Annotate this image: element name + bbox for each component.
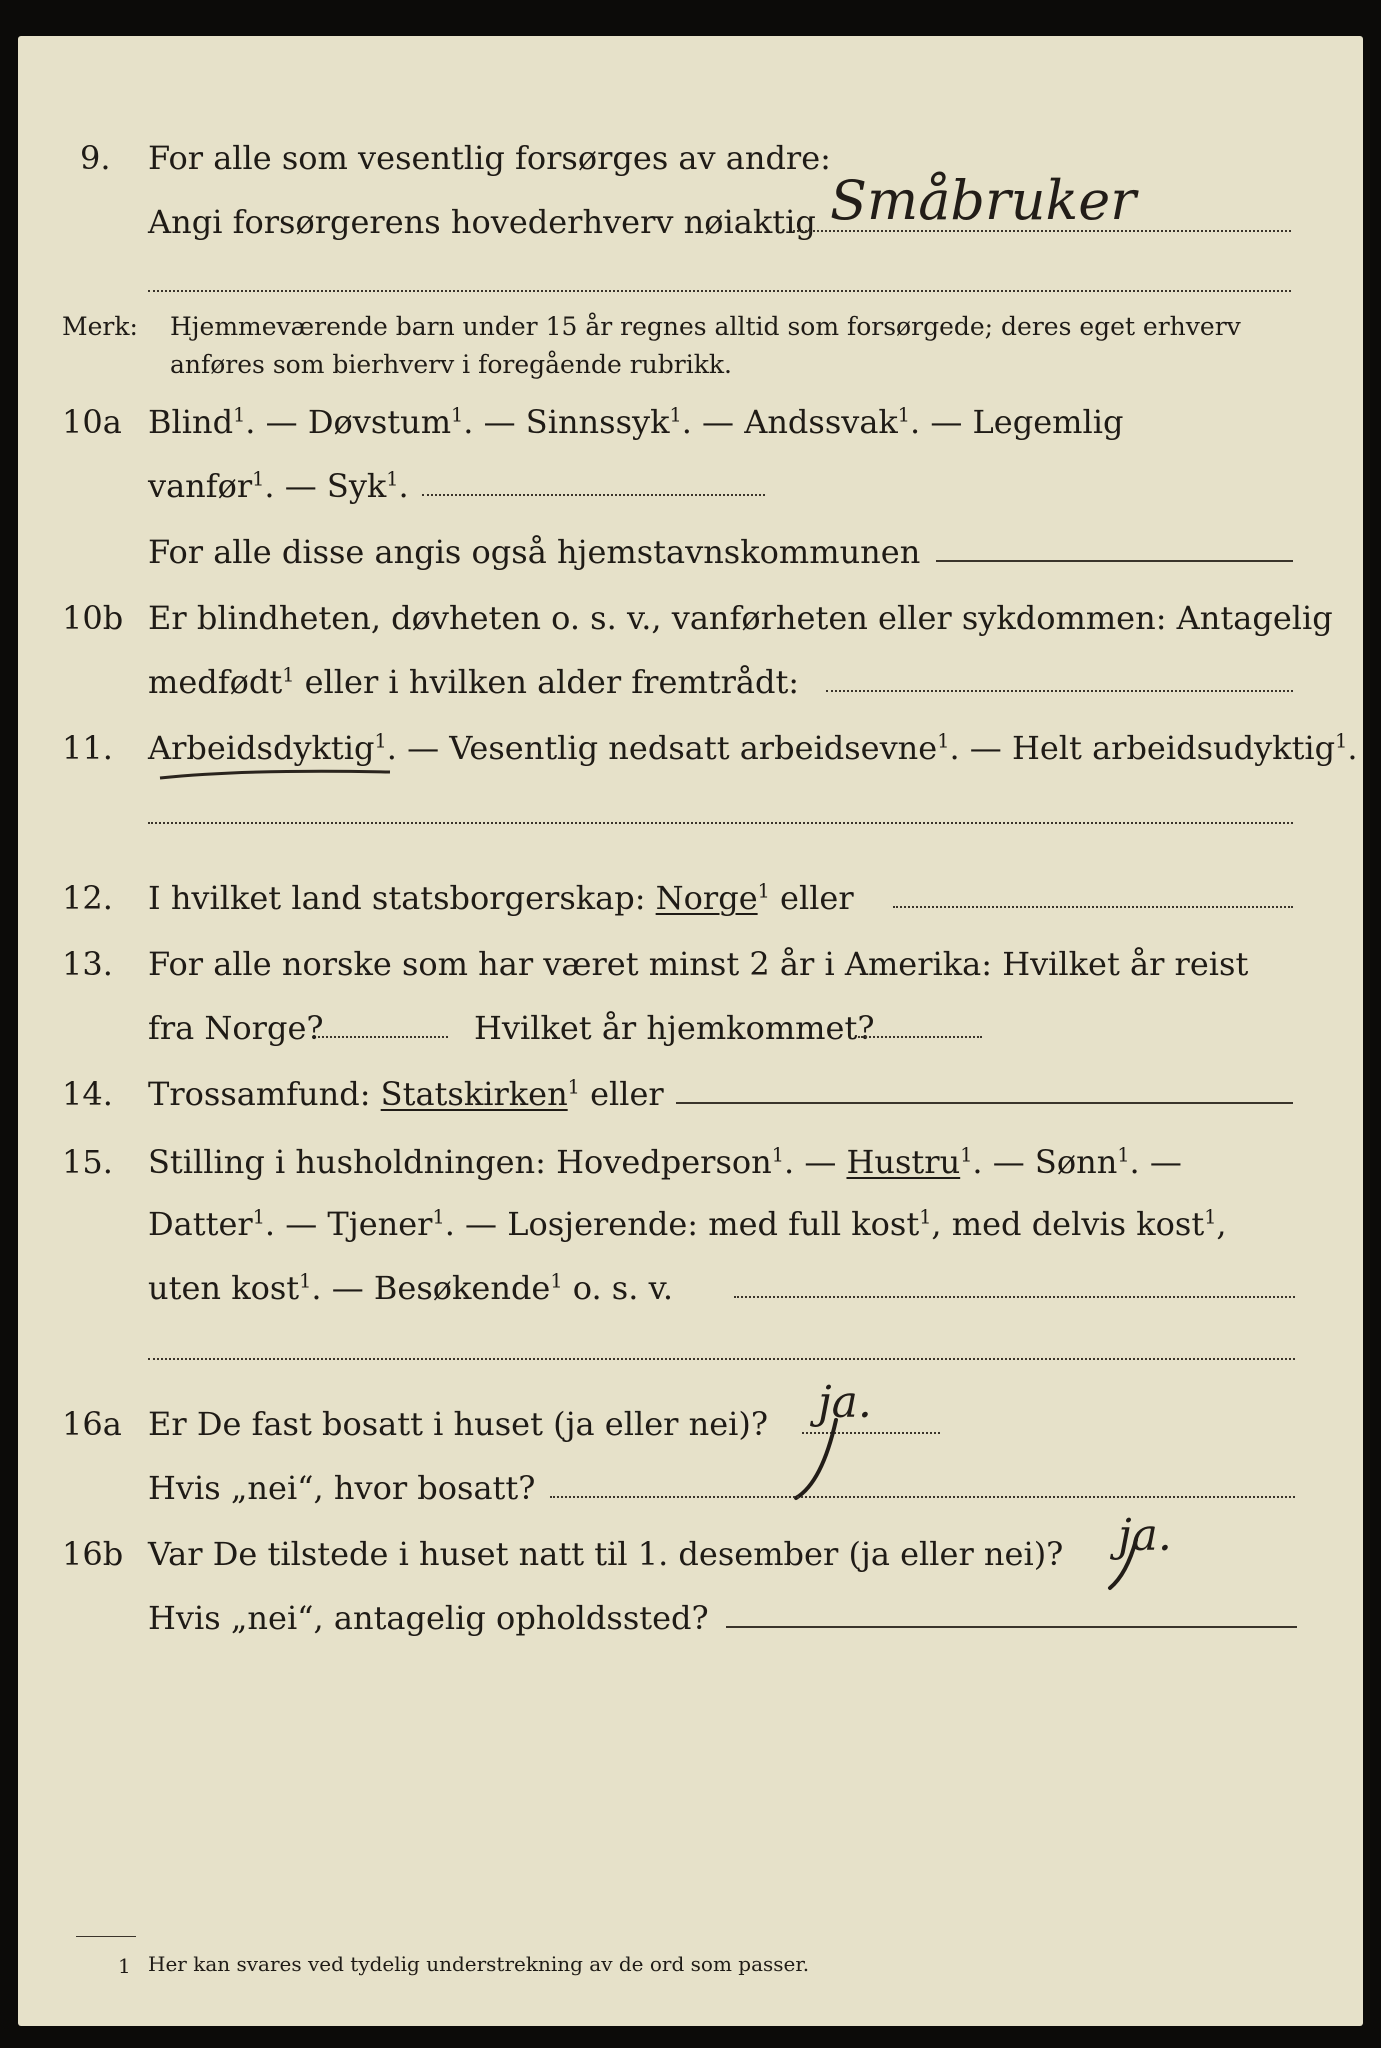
q9-line1: For alle som vesentlig forsørges av andre:: [148, 139, 831, 177]
note-label: Merk:: [62, 312, 138, 341]
option-syk: Syk: [326, 467, 387, 505]
q16b-line2: Hvis „nei“, antagelig opholdssted?: [148, 1599, 709, 1637]
q11-number: 11.: [62, 729, 113, 767]
q13-number: 13.: [62, 945, 113, 983]
q16a-bosatt-line: [550, 1496, 1295, 1498]
q13-hjemkommet-line: [858, 1036, 982, 1038]
q9-handwritten-answer: Småbruker: [830, 169, 1137, 232]
option-besokende: Besøkende: [373, 1269, 551, 1307]
q10a-line2: vanfør$^1$. — Syk$^1$.: [148, 467, 409, 505]
q10a-syk-line: [422, 494, 765, 496]
option-hustru: Hustru: [846, 1143, 961, 1181]
q10b-line2: medfødt$^1$ eller i hvilken alder fremtrådt:: [148, 663, 800, 701]
option-arbeidsdyktig: Arbeidsdyktig: [148, 729, 375, 767]
q13-line1: For alle norske som har været minst 2 år i Amerika: Hvilket år reist: [148, 945, 1249, 983]
option-sonn: Sønn: [1034, 1143, 1118, 1181]
q10b-line1: Er blindheten, døvheten o. s. v., vanførheten eller sykdommen: Antagelig: [148, 599, 1333, 637]
q16a-line2: Hvis „nei“, hvor bosatt?: [148, 1469, 536, 1507]
q15-extra-line: [148, 1358, 1295, 1360]
q10a-kommune-line: [936, 560, 1293, 562]
q14-answer-line: [676, 1102, 1293, 1104]
q12-line: I hvilket land statsborgerskap: Norge$^1$ eller: [148, 879, 854, 917]
note-line1: Hjemmeværende barn under 15 år regnes alltid som forsørgede; deres eget erhverv: [170, 312, 1241, 341]
option-full-kost: med full kost: [708, 1205, 920, 1243]
q16a-ja-stroke: [788, 1416, 848, 1506]
option-nedsatt: Vesentlig nedsatt arbeidsevne: [449, 729, 938, 767]
option-udyktig: Helt arbeidsudyktig: [1011, 729, 1336, 767]
footnote-rule: [76, 1936, 136, 1937]
q11-handwritten-underline: [158, 768, 398, 782]
option-datter: Datter: [148, 1205, 253, 1243]
option-vanfor: vanfør: [148, 467, 253, 505]
q13-line2a: fra Norge?: [148, 1009, 324, 1047]
option-uten-kost: uten kost: [148, 1269, 300, 1307]
q13-line2b: Hvilket år hjemkommet?: [474, 1009, 875, 1047]
q10b-number: 10b: [62, 599, 124, 637]
option-blind: Blind: [148, 403, 234, 441]
q16b-handwritten-answer: ja.: [1118, 1510, 1172, 1561]
option-andssvak: Andssvak: [744, 403, 898, 441]
q15-answer-line: [734, 1296, 1295, 1298]
option-statskirken: Statskirken: [380, 1075, 568, 1113]
footnote-text: Her kan svares ved tydelig understrekning av de ord som passer.: [148, 1952, 810, 1976]
q10a-line3: For alle disse angis også hjemstavnskommunen: [148, 533, 921, 571]
q9-line2: Angi forsørgerens hovederhverv nøiaktig: [148, 203, 816, 241]
q16b-line1: Var De tilstede i huset natt til 1. desember (ja eller nei)?: [148, 1535, 1064, 1573]
q16b-ja-stroke: [1104, 1536, 1144, 1596]
q10a-number: 10a: [62, 403, 122, 441]
q14-number: 14.: [62, 1075, 113, 1113]
q13-reist-line: [318, 1036, 448, 1038]
q15-line2: Datter$^1$. — Tjener$^1$. — Losjerende: med full kost$^1$, med delvis kost$^1$,: [148, 1205, 1227, 1243]
option-dovstum: Døvstum: [307, 403, 452, 441]
option-tjener: Tjener: [327, 1205, 433, 1243]
q16a-handwritten-answer: ja.: [818, 1377, 872, 1428]
option-hovedperson: Hovedperson: [556, 1143, 772, 1181]
q12-number: 12.: [62, 879, 113, 917]
census-form-page: [18, 36, 1363, 2026]
option-delvis-kost: med delvis kost: [951, 1205, 1205, 1243]
footnote-mark: 1: [118, 1954, 131, 1978]
q14-line: Trossamfund: Statskirken$^1$ eller: [148, 1075, 664, 1113]
q15-line3: uten kost$^1$. — Besøkende$^1$ o. s. v.: [148, 1269, 674, 1307]
q9-extra-line: [148, 290, 1291, 292]
q10b-answer-line: [826, 690, 1293, 692]
q15-line1: Stilling i husholdningen: Hovedperson$^1$. — Hustru$^1$. — Sønn$^1$. —: [148, 1143, 1182, 1181]
option-sinnssyk: Sinnssyk: [525, 403, 670, 441]
q10a-line1: Blind$^1$. — Døvstum$^1$. — Sinnssyk$^1$. — Andssvak$^1$. — Legemlig: [148, 403, 1124, 441]
q11-extra-line: [148, 822, 1293, 824]
q15-number: 15.: [62, 1143, 113, 1181]
note-line2: anføres som bierhverv i foregående rubrikk.: [170, 350, 732, 379]
q12-answer-line: [893, 906, 1293, 908]
q16a-line1: Er De fast bosatt i huset (ja eller nei)?: [148, 1405, 769, 1443]
q16b-opholdssted-line: [726, 1626, 1297, 1628]
q9-number: 9.: [80, 139, 111, 177]
q16b-number: 16b: [62, 1535, 124, 1573]
q11-options: Arbeidsdyktig$^1$. — Vesentlig nedsatt arbeidsevne$^1$. — Helt arbeidsudyktig$^1$.: [148, 729, 1358, 767]
option-legemlig: Legemlig: [972, 403, 1124, 441]
option-norge: Norge: [655, 879, 758, 917]
q16a-number: 16a: [62, 1405, 122, 1443]
